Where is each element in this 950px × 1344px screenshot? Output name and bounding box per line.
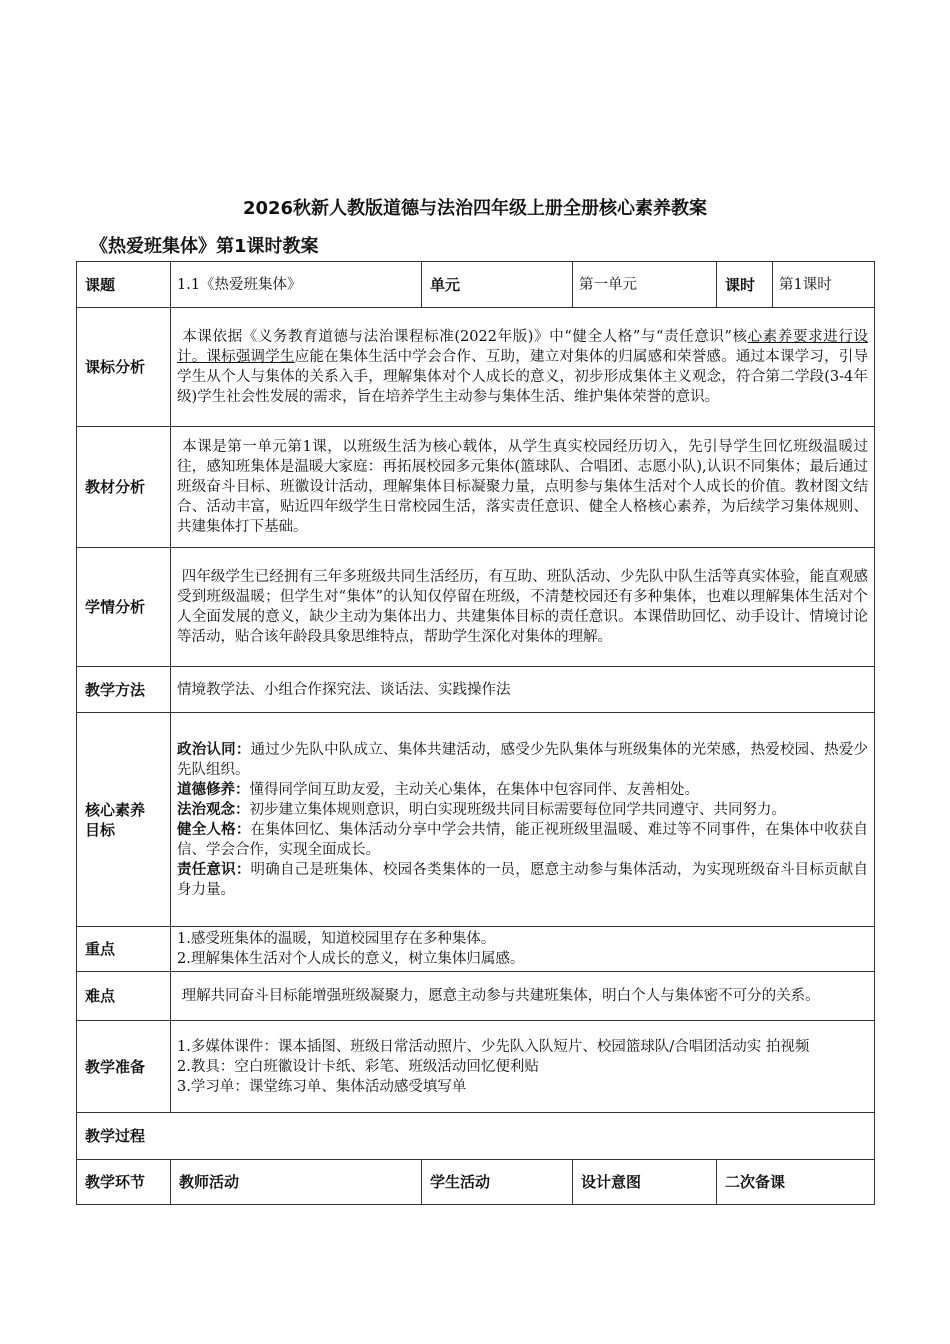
key-points-label: 重点 xyxy=(77,927,171,972)
key-points-text: 1.感受班集体的温暖，知道校园里存在多种集体。 2.理解集体生活对个人成长的意义，树立集体归属感。 xyxy=(171,927,875,972)
goals-label: 核心素养 目标 xyxy=(77,713,171,927)
preparation-text: 1.多媒体课件：课本插图、班级日常活动照片、少先队入队短片、校园篮球队/合唱团活动实 拍视频 2.教具：空白班徽设计卡纸、彩笔、班级活动回忆便利贴 3.学习单：课堂练习单、集体活动感受填写单 xyxy=(171,1021,875,1113)
curriculum-label: 课标分析 xyxy=(77,308,171,427)
methods-label: 教学方法 xyxy=(77,667,171,713)
row-process xyxy=(77,1113,875,1160)
col-intent: 设计意图 xyxy=(573,1160,717,1205)
difficulty-label: 难点 xyxy=(77,972,171,1021)
row-textbook xyxy=(77,427,875,548)
row-process-header xyxy=(77,1160,875,1205)
col-teacher: 教师活动 xyxy=(171,1160,422,1205)
textbook-text: 本课是第一单元第1课，以班级生活为核心载体，从学生真实校园经历切入，先引导学生回忆班级温暖过往，感知班集体是温暖大家庭：再拓展校园多元集体(篮球队、合唱团、志愿小队),认识不同集体；最后通过班级奋斗目标、班徽设计活动，理解集体目标凝聚力量，点明参与集体生活对个人成长的价值。教材图文结合、活动丰富，贴近四年级学生日常校园生活，落实责任意识、健全人格核心素养，为后续学习集体规则、共建集体打下基础。 xyxy=(171,427,875,548)
students-text: 四年级学生已经拥有三年多班级共同生活经历，有互助、班队活动、少先队中队生活等真实体验，能直观感受到班级温暖；但学生对“集体”的认知仅停留在班级，不清楚校园还有多种集体，也难以理解集体生活对个人全面发展的意义，缺少主动为集体出力、共建集体目标的责任意识。本课借助回忆、动手设计、情境讨论等活动，贴合该年龄段具象思维特点，帮助学生深化对集体的理解。 xyxy=(171,548,875,667)
row-students xyxy=(77,548,875,667)
row-goals xyxy=(77,713,875,927)
process-label: 教学过程 xyxy=(77,1113,875,1160)
unit-label: 单元 xyxy=(422,262,573,308)
row-key-points xyxy=(77,927,875,972)
methods-text: 情境教学法、小组合作探究法、谈话法、实践操作法 xyxy=(171,667,875,713)
topic-label: 课题 xyxy=(77,262,171,308)
goal-item: 政治认同：通过少先队中队成立、集体共建活动，感受少先队集体与班级集体的光荣感，热爱校园、热爱少先队组织。 xyxy=(177,741,869,778)
lesson-subtitle: 《热爱班集体》第1课时教案 xyxy=(90,236,319,257)
goals-text xyxy=(171,713,875,927)
row-methods xyxy=(77,667,875,713)
col-student: 学生活动 xyxy=(422,1160,573,1205)
row-difficulty xyxy=(77,972,875,1021)
row-curriculum xyxy=(77,308,875,427)
curriculum-text: 本课依据《义务教育道德与法治课程标准(2022年版)》中“健全人格”与“责任意识”核心素养要求进行设计。课标强调学生应能在集体生活中学会合作、互助，建立对集体的归属感和荣誉感。通过本课学习，引导学生从个人与集体的关系入手，理解集体对个人成长的意义，初步形成集体主义观念，符合第二学段(3-4年级)学生社会性发展的需求，旨在培养学生主动参与集体生活、维护集体荣誉的意识。 xyxy=(171,308,875,427)
difficulty-text: 理解共同奋斗目标能增强班级凝聚力，愿意主动参与共建班集体，明白个人与集体密不可分的关系。 xyxy=(171,972,875,1021)
topic-value: 1.1《热爱班集体》 xyxy=(171,262,422,308)
col-secondary: 二次备课 xyxy=(717,1160,875,1205)
period-value: 第1课时 xyxy=(773,262,875,308)
goal-item: 法治观念：初步建立集体规则意识，明白实现班级共同目标需要每位同学共同遵守、共同努力。 xyxy=(177,801,786,818)
document-title: 2026秋新人教版道德与法治四年级上册全册核心素养教案 xyxy=(242,198,708,219)
goal-item: 健全人格：在集体回忆、集体活动分享中学会共情，能正视班级里温暖、难过等不同事件，在集体中收获自信、学会合作，实现全面成长。 xyxy=(177,821,869,858)
goal-item: 责任意识：明确自己是班集体、校园各类集体的一员，愿意主动参与集体活动，为实现班级奋斗目标贡献自身力量。 xyxy=(177,861,869,898)
preparation-label: 教学准备 xyxy=(77,1021,171,1113)
unit-value: 第一单元 xyxy=(573,262,717,308)
row-topic xyxy=(77,262,875,308)
goal-item: 道德修养：懂得同学间互助友爱，主动关心集体，在集体中包容同伴、友善相处。 xyxy=(177,781,699,798)
col-stage: 教学环节 xyxy=(77,1160,171,1205)
period-label: 课时 xyxy=(717,262,773,308)
textbook-label: 教材分析 xyxy=(77,427,171,548)
row-preparation xyxy=(77,1021,875,1113)
students-label: 学情分析 xyxy=(77,548,171,667)
lesson-plan-table xyxy=(76,261,875,1205)
curriculum-underlined: 心素养要求进行设计。课标强调学生 xyxy=(177,329,868,365)
